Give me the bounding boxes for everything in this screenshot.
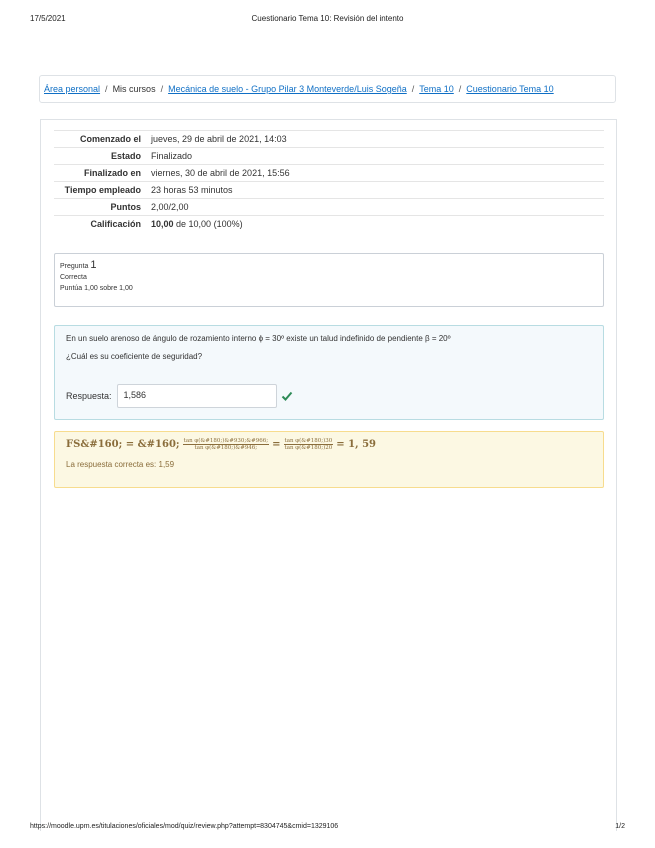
breadcrumb: [39, 75, 616, 103]
print-url: https://moodle.upm.es/titulaciones/oficiales/mod/quiz/review.php?attempt=8304745&cmid=1329106: [30, 823, 339, 830]
summary-value: [147, 216, 604, 233]
formula-equals: =: [272, 439, 281, 450]
summary-row-grade: [54, 216, 604, 233]
breadcrumb-tema[interactable]: Tema 10: [419, 84, 454, 94]
question-number-value: 1: [90, 259, 97, 271]
page-number: 1/2: [615, 823, 625, 830]
breadcrumb-separator: /: [105, 84, 108, 94]
print-date: 17/5/2021: [30, 14, 66, 23]
breadcrumb-separator: /: [411, 84, 415, 94]
feedback-formula: [66, 438, 592, 451]
summary-label: Tiempo empleado: [64, 185, 141, 195]
summary-row-points: [54, 199, 604, 216]
formula-lhs: FS&#160; = &#160;: [66, 439, 180, 450]
summary-value: viernes, 30 de abril de 2021, 15:56: [151, 168, 290, 178]
grade-suffix: de 10,00 (100%): [173, 219, 243, 229]
feedback-box: [54, 431, 604, 488]
breadcrumb-separator: /: [160, 84, 164, 94]
question-grade: Puntúa 1,00 sobre 1,00: [60, 285, 133, 292]
formula-fraction-1: [183, 438, 270, 451]
formula-result: = 1, 59: [336, 439, 376, 450]
summary-value: 2,00/2,00: [151, 202, 189, 212]
summary-row-started: [54, 131, 604, 148]
summary-row-state: [54, 148, 604, 165]
pdf-footer: [30, 823, 625, 835]
grade-value: 10,00: [151, 219, 174, 229]
summary-value: jueves, 29 de abril de 2021, 14:03: [151, 134, 287, 144]
summary-value: 23 horas 53 minutos: [151, 185, 233, 195]
fraction-denominator: tan φ(&#180;)&#946;: [194, 445, 258, 451]
breadcrumb-mis-cursos: Mis cursos: [112, 84, 156, 94]
fraction-numerator: tan φ(&#180;)&#930;&#966;: [183, 438, 269, 444]
check-icon: [281, 390, 293, 402]
summary-label: Comenzado el: [79, 134, 141, 144]
summary-label: Puntos: [110, 202, 141, 212]
pdf-header: [30, 14, 625, 26]
summary-label: Estado: [110, 151, 141, 161]
question-text: En un suelo arenoso de ángulo de rozamiento interno ϕ = 30º existe un talud indefinido de pendiente β = 20º: [66, 334, 451, 343]
breadcrumb-quiz[interactable]: Cuestionario Tema 10: [466, 84, 554, 94]
question-formulation: [54, 325, 604, 420]
summary-label: Calificación: [90, 219, 141, 229]
answer-label: Respuesta:: [66, 391, 112, 401]
answer-row: [66, 384, 293, 408]
breadcrumb-area-personal[interactable]: Área personal: [44, 84, 101, 94]
summary-value: Finalizado: [151, 151, 193, 161]
question-info: [54, 253, 604, 307]
formula-fraction-2: [284, 438, 334, 451]
question-number: [60, 259, 598, 271]
summary-label: Finalizado en: [83, 168, 141, 178]
fraction-numerator: tan φ(&#180;)30: [284, 438, 333, 444]
question-prefix: Pregunta: [60, 263, 89, 270]
attempt-summary-table: [54, 130, 604, 232]
fraction-denominator: tan φ(&#180;)20: [284, 445, 333, 451]
breadcrumb-separator: /: [458, 84, 462, 94]
question-prompt: ¿Cuál es su coeficiente de seguridad?: [66, 352, 203, 361]
question-state: Correcta: [60, 274, 87, 281]
summary-row-finished: [54, 165, 604, 182]
summary-row-time: [54, 182, 604, 199]
review-card: [40, 119, 617, 831]
right-answer: La respuesta correcta es: 1,59: [66, 460, 175, 469]
answer-input[interactable]: 1,586: [117, 384, 277, 408]
breadcrumb-course[interactable]: Mecánica de suelo - Grupo Pilar 3 Monteverde/Luis Sogeña: [168, 84, 407, 94]
print-title: Cuestionario Tema 10: Revisión del intento: [251, 14, 404, 23]
